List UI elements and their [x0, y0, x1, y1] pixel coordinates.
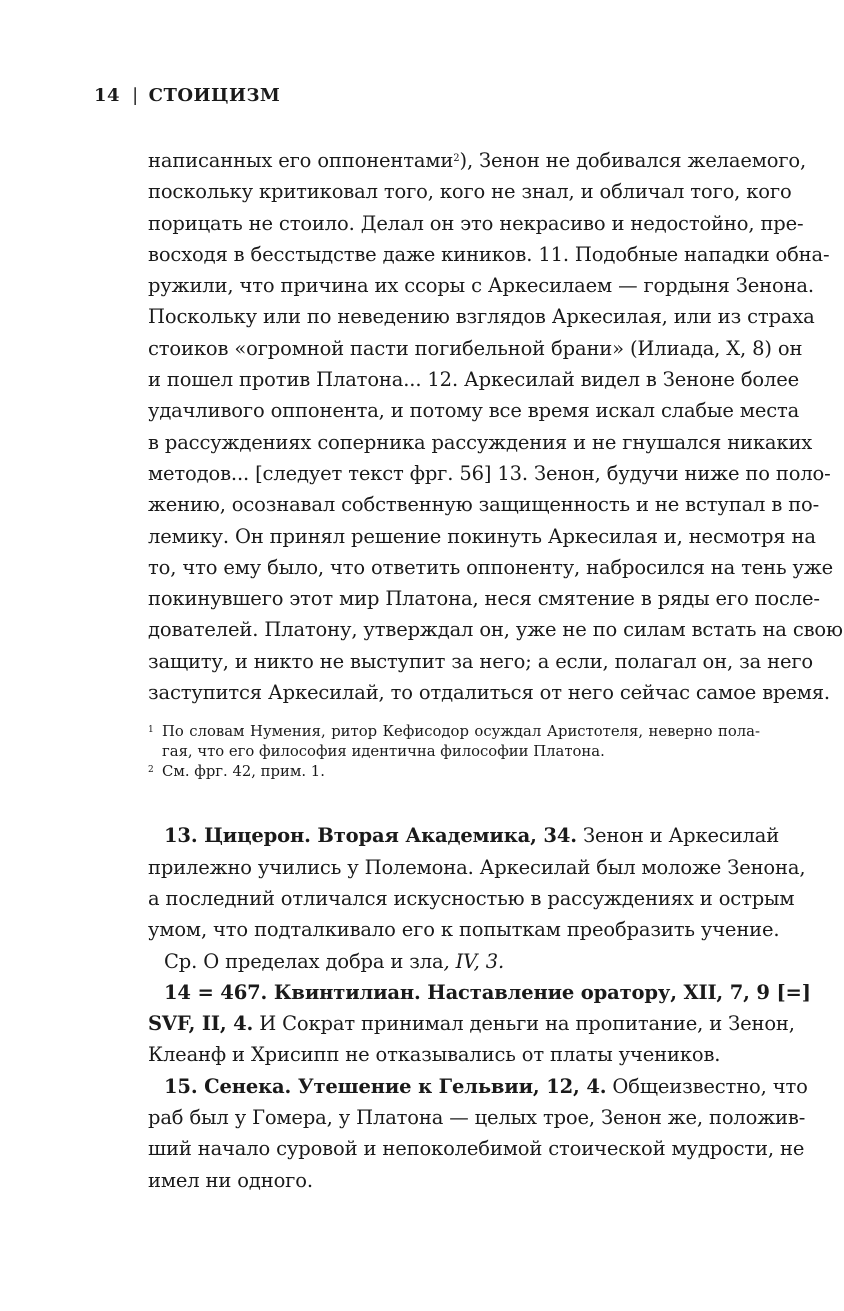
- footnotes: [148, 722, 760, 782]
- page-content: [148, 145, 843, 1196]
- running-title: СТОИЦИЗМ: [148, 85, 281, 106]
- fragment-heading: 15. Сенека. Утешение к Гельвии, 12, 4.: [164, 1074, 607, 1098]
- text-line: заступится Аркесилай, то отдалиться от него сейчас самое время.: [148, 681, 830, 705]
- header-separator: |: [132, 85, 139, 106]
- text-line: дователей. Платону, утверждал он, уже не по силам встать на свою: [148, 618, 843, 642]
- footnote-line: См. фрг. 42, прим. 1.: [162, 763, 325, 781]
- text-line: покинувшего этот мир Платона, неся смятение в ряды его после-: [148, 587, 820, 611]
- fragment-heading: 14 = 467. Квинтилиан. Наставление оратору, XII, 7, 9 [=]: [164, 980, 811, 1004]
- text-line: лемику. Он принял решение покинуть Аркесилая и, несмотря на: [148, 524, 816, 548]
- text-line: имел ни одного.: [148, 1168, 313, 1192]
- text-line: восходя в бесстыдстве даже киников. 11. Подобные нападки обна-: [148, 242, 830, 266]
- cross-reference: Ср. О пределах добра и зла, IV, 3.: [164, 949, 505, 973]
- text-line: удачливого оппонента, и потому все время искал слабые места: [148, 399, 800, 423]
- text-line: а последний отличался искусностью в рассуждениях и острым: [148, 886, 795, 910]
- fragment-15: [148, 1071, 808, 1196]
- footnote-line: гая, что его философия идентична философии Платона.: [162, 743, 605, 761]
- text-line: Поскольку или по неведению взглядов Аркесилая, или из страха: [148, 305, 815, 329]
- text-line: написанных его оппонентами$^2$), Зенон не добивался желаемого,: [148, 149, 807, 172]
- text-line: порицать не стоило. Делал он это некрасиво и недостойно, пре-: [148, 211, 804, 235]
- text-line: ружили, что причина их ссоры с Аркесилаем — гордыня Зенона.: [148, 274, 814, 298]
- text-line: SVF, II, 4. И Сократ принимал деньги на пропитание, и Зенон,: [148, 1012, 795, 1036]
- footnote: [148, 722, 760, 762]
- fragment-14: [148, 977, 811, 1071]
- fragment-13: [148, 820, 806, 976]
- text-line: и пошел против Платона... 12. Аркесилай видел в Зеноне более: [148, 368, 800, 392]
- fragment-heading: 13. Цицерон. Вторая Академика, 34.: [164, 824, 577, 848]
- footnote-line: По словам Нумения, ритор Кефисодор осуждал Аристотеля, неверно пола-: [162, 723, 760, 741]
- footnote-marker: 1: [148, 725, 154, 736]
- running-header: [94, 84, 280, 108]
- text-line: методов... [следует текст фрг. 56] 13. Зенон, будучи ниже по поло-: [148, 461, 831, 485]
- text-line: раб был у Гомера, у Платона — целых трое, Зенон же, положив-: [148, 1106, 806, 1130]
- text-line: 15. Сенека. Утешение к Гельвии, 12, 4. Общеизвестно, что: [164, 1074, 808, 1098]
- text-line: 13. Цицерон. Вторая Академика, 34. Зенон и Аркесилай: [164, 824, 780, 848]
- text-line: жению, осознавал собственную защищенность и не вступал в по-: [148, 493, 820, 517]
- text-line: умом, что подталкивало его к попыткам преобразить учение.: [148, 918, 780, 942]
- text-line: поскольку критиковал того, кого не знал, и обличал того, кого: [148, 180, 792, 204]
- text-line: в рассуждениях соперника рассуждения и не гнушался никаких: [148, 430, 813, 454]
- text-line: ший начало суровой и непоколебимой стоической мудрости, не: [148, 1137, 805, 1161]
- text-line: Клеанф и Хрисипп не отказывались от платы учеников.: [148, 1043, 721, 1067]
- fragment-heading: SVF, II, 4.: [148, 1012, 254, 1036]
- text-line: стоиков «огромной пасти погибельной брани» (Илиада, X, 8) он: [148, 336, 803, 360]
- page-number: 14: [94, 85, 121, 106]
- main-paragraph: [148, 145, 843, 708]
- text-line: прилежно учились у Полемона. Аркесилай был моложе Зенона,: [148, 855, 806, 879]
- text-line: защиту, и никто не выступит за него; а если, полагал он, за него: [148, 649, 813, 673]
- text-line: то, что ему было, что ответить оппоненту, набросился на тень уже: [148, 555, 834, 579]
- footnote: [148, 762, 760, 782]
- footnote-marker: 2: [148, 765, 154, 776]
- footnote-ref: 2: [453, 153, 460, 164]
